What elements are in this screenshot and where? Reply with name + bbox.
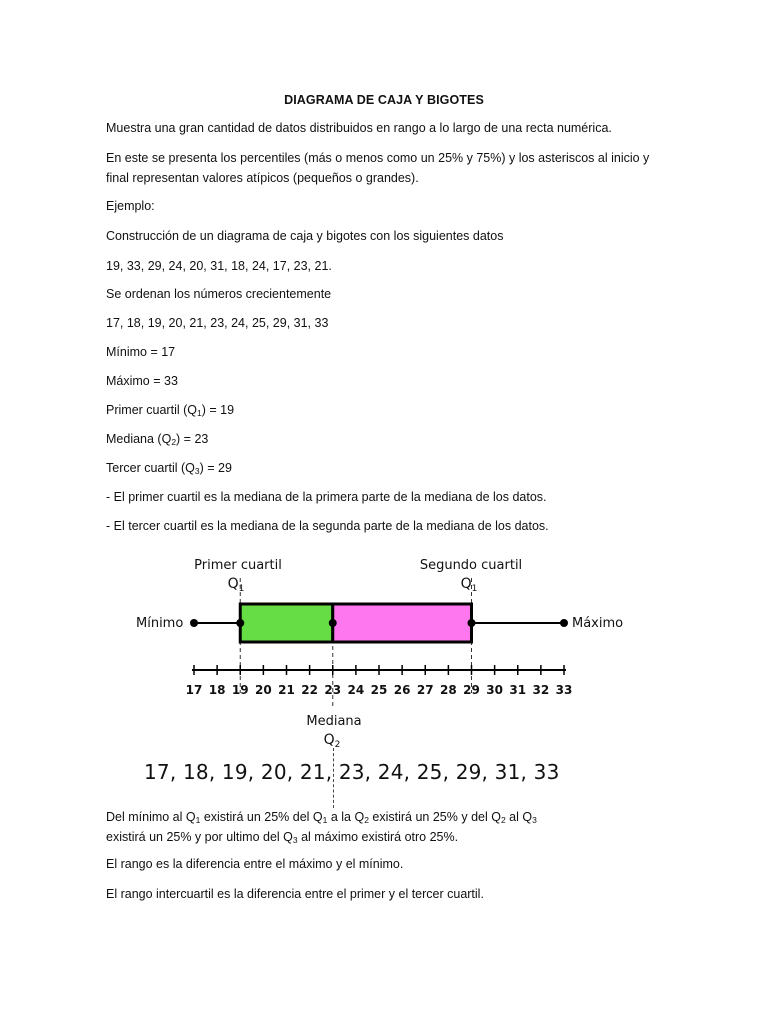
maximum-value: Máximo = 33 — [106, 374, 178, 388]
maximo-label: Máximo — [572, 616, 624, 631]
tick-label: 20 — [255, 683, 272, 697]
sort-instruction: Se ordenan los números crecientemente — [106, 287, 332, 301]
primer-cuartil-label: Primer cuartil — [194, 558, 282, 573]
interquartile-range-definition: El rango intercuartil es la diferencia entre el primer y el tercer cuartil. — [106, 887, 484, 901]
q2-symbol-label: $Q_2$ — [323, 732, 341, 750]
box-plot-svg — [126, 548, 638, 748]
tick-label: 21 — [278, 683, 295, 697]
tick-label: 30 — [486, 683, 503, 697]
max-point — [560, 619, 568, 627]
tick-label: 24 — [347, 683, 365, 697]
box-plot-figure — [126, 548, 638, 748]
tick-label: 26 — [393, 683, 411, 697]
page-title: DIAGRAMA DE CAJA Y BIGOTES — [284, 93, 484, 107]
range-definition: El rango es la diferencia entre el máximo y el mínimo. — [106, 857, 404, 871]
q3-symbol-label: $Q_1$ — [460, 576, 478, 594]
quartile-conclusion-line-2: existirá un 25% y por ultimo del $Q_3$ al máximo existirá otro 25%. — [106, 830, 459, 845]
tick-label: 32 — [532, 683, 550, 697]
raw-data-list: 19, 33, 29, 24, 20, 31, 18, 24, 17, 23, 21. — [106, 259, 332, 273]
minimo-label: Mínimo — [136, 616, 184, 631]
min-point — [190, 619, 198, 627]
tick-label: 27 — [416, 683, 434, 697]
upper-box — [333, 604, 472, 642]
mediana-label: Mediana — [306, 714, 362, 729]
example-heading: Ejemplo: — [106, 199, 155, 213]
median-guide-line-lower — [333, 748, 334, 808]
tick-label: 18 — [208, 683, 226, 697]
first-quartile-value: Primer cuartil $(Q_1) = 19$ — [106, 403, 235, 418]
median-point — [329, 619, 337, 627]
construction-paragraph: Construcción de un diagrama de caja y bigotes con los siguientes datos — [106, 229, 504, 243]
median-value: Mediana $(Q_2) = 23$ — [106, 432, 209, 447]
q1-point — [236, 619, 244, 627]
percentiles-paragraph: En este se presenta los percentiles (más o menos como un 25% y 75%) y los asteriscos al inicio y final representan valores atípicos (pequeños o grandes). — [106, 151, 650, 185]
lower-box — [240, 604, 333, 642]
tick-label: 19 — [231, 683, 249, 697]
tick-label: 23 — [324, 683, 342, 697]
tick-label: 31 — [509, 683, 527, 697]
third-quartile-value: Tercer cuartil $(Q_3) = 29$ — [106, 461, 232, 476]
tick-label: 25 — [370, 683, 388, 697]
sorted-sequence-large: 17, 18, 19, 20, 21, 23, 24, 25, 29, 31, 33 — [144, 760, 560, 784]
quartile-conclusion-line-1: Del mínimo al $Q_1$ existirá un 25% del $Q_1$ a la $Q_2$ existirá un 25% y del $Q_2$ al $Q_3$ — [106, 810, 537, 825]
tick-label: 28 — [440, 683, 457, 697]
tick-label: 33 — [555, 683, 573, 697]
tick-label: 22 — [301, 683, 318, 697]
q3-point — [468, 619, 476, 627]
intro-paragraph: Muestra una gran cantidad de datos distribuidos en rango a lo largo de una recta numérica. — [106, 121, 612, 135]
sorted-data-list: 17, 18, 19, 20, 21, 23, 24, 25, 29, 31, 33 — [106, 316, 329, 330]
first-quartile-note: - El primer cuartil es la mediana de la primera parte de la mediana de los datos. — [106, 490, 547, 504]
tick-label: 29 — [463, 683, 480, 697]
segundo-cuartil-label: Segundo cuartil — [419, 558, 523, 573]
minimum-value: Mínimo = 17 — [106, 345, 176, 359]
third-quartile-note: - El tercer cuartil es la mediana de la segunda parte de la mediana de los datos. — [106, 519, 549, 533]
q1-symbol-label: $Q_1$ — [227, 576, 245, 594]
tick-label: 17 — [185, 683, 203, 697]
